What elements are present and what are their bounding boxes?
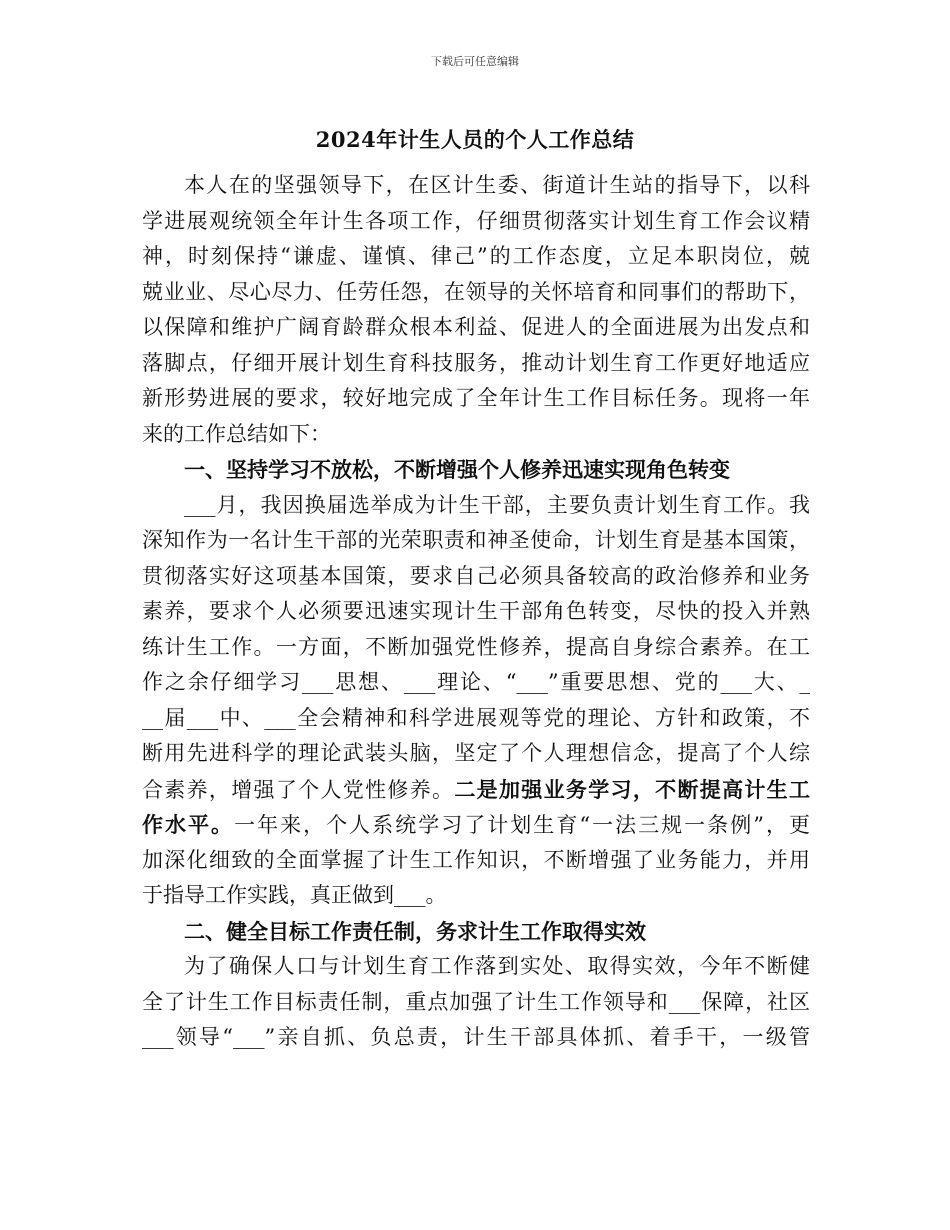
paragraph-line: 本人在的坚强领导下，在区计生委、街道计生站的指导下，以科 — [184, 173, 810, 197]
paragraph-line: 全了计生工作目标责任制，重点加强了计生工作领导和___保障，社区 — [142, 989, 810, 1014]
paragraph-line: __届___中、___全会精神和科学进展观等党的理论、方针和政策，不 — [142, 705, 810, 730]
section-heading-2: 二、健全目标工作责任制，务求计生工作取得实效 — [184, 918, 646, 944]
paragraph-line: 为了确保人口与计划生育工作落到实处、取得实效，今年不断健 — [184, 954, 810, 978]
line-segment: 合素养，增强了个人党性修养。 — [142, 777, 455, 802]
document-title: 2024年计生人员的个人工作总结 — [315, 127, 635, 152]
paragraph-line: 神，时刻保持“谦虚、谨慎、律己”的工作态度，立足本职岗位，兢 — [142, 244, 810, 268]
paragraph-line: 加深化细致的全面掌握了计生工作知识，不断增强了业务能力，并用 — [142, 847, 810, 872]
paragraph-line: 于指导工作实践，真正做到___。 — [142, 883, 447, 907]
paragraph-line: 新形势进展的要求，较好地完成了全年计生工作目标任务。现将一年 — [142, 386, 810, 410]
paragraph-line: 素养，要求个人必须要迅速实现计生干部角色转变，尽快的投入并熟 — [142, 599, 810, 623]
paragraph-line: 贯彻落实好这项基本国策，要求自己必须具备较高的政治修养和业务 — [142, 563, 810, 588]
paragraph-line-mixed — [142, 772, 810, 808]
paragraph-line: 落脚点，仔细开展计划生育科技服务，推动计划生育工作更好地适应 — [142, 350, 810, 375]
inline-bold-text: 作水平。 — [142, 812, 235, 837]
paragraph-line: 断用先进科学的理论武装头脑，坚定了个人理想信念，提高了个人综 — [142, 741, 810, 765]
paragraph-line: 深知作为一名计生干部的光荣职责和神圣使命，计划生育是基本国策， — [142, 528, 810, 552]
document-body — [142, 168, 810, 1056]
paragraph-line: 练计生工作。一方面，不断加强党性修养，提高自身综合素养。在工 — [142, 634, 810, 659]
paragraph-line: 来的工作总结如下： — [142, 421, 331, 446]
section-heading-1: 一、坚持学习不放松，不断增强个人修养迅速实现角色转变 — [184, 457, 730, 482]
paragraph-line-mixed — [142, 807, 810, 843]
inline-bold-text: 二是加强业务学习，不断提高计生工 — [454, 776, 810, 802]
paragraph-line: ___领导“___”亲自抓、负总责，计生干部具体抓、着手干，一级管 — [142, 1025, 810, 1049]
paragraph-line: ___月，我因换届选举成为计生干部，主要负责计划生育工作。我 — [184, 492, 810, 517]
paragraph-line: 兢业业、尽心尽力、任劳任怨，在领导的关怀培育和同事们的帮助下， — [142, 279, 810, 304]
paragraph-line: 学进展观统领全年计生各项工作，仔细贯彻落实计划生育工作会议精 — [142, 208, 810, 233]
header-note: 下载后可任意编辑 — [431, 55, 519, 68]
paragraph-line: 以保障和维护广阔育龄群众根本利益、促进人的全面进展为出发点和 — [142, 315, 810, 339]
line-segment: 一年来，个人系统学习了计划生育“一法三规一条例”，更 — [234, 813, 810, 837]
paragraph-line: 作之余仔细学习___思想、___理论、“___”重要思想、党的___大、_ — [142, 670, 810, 694]
